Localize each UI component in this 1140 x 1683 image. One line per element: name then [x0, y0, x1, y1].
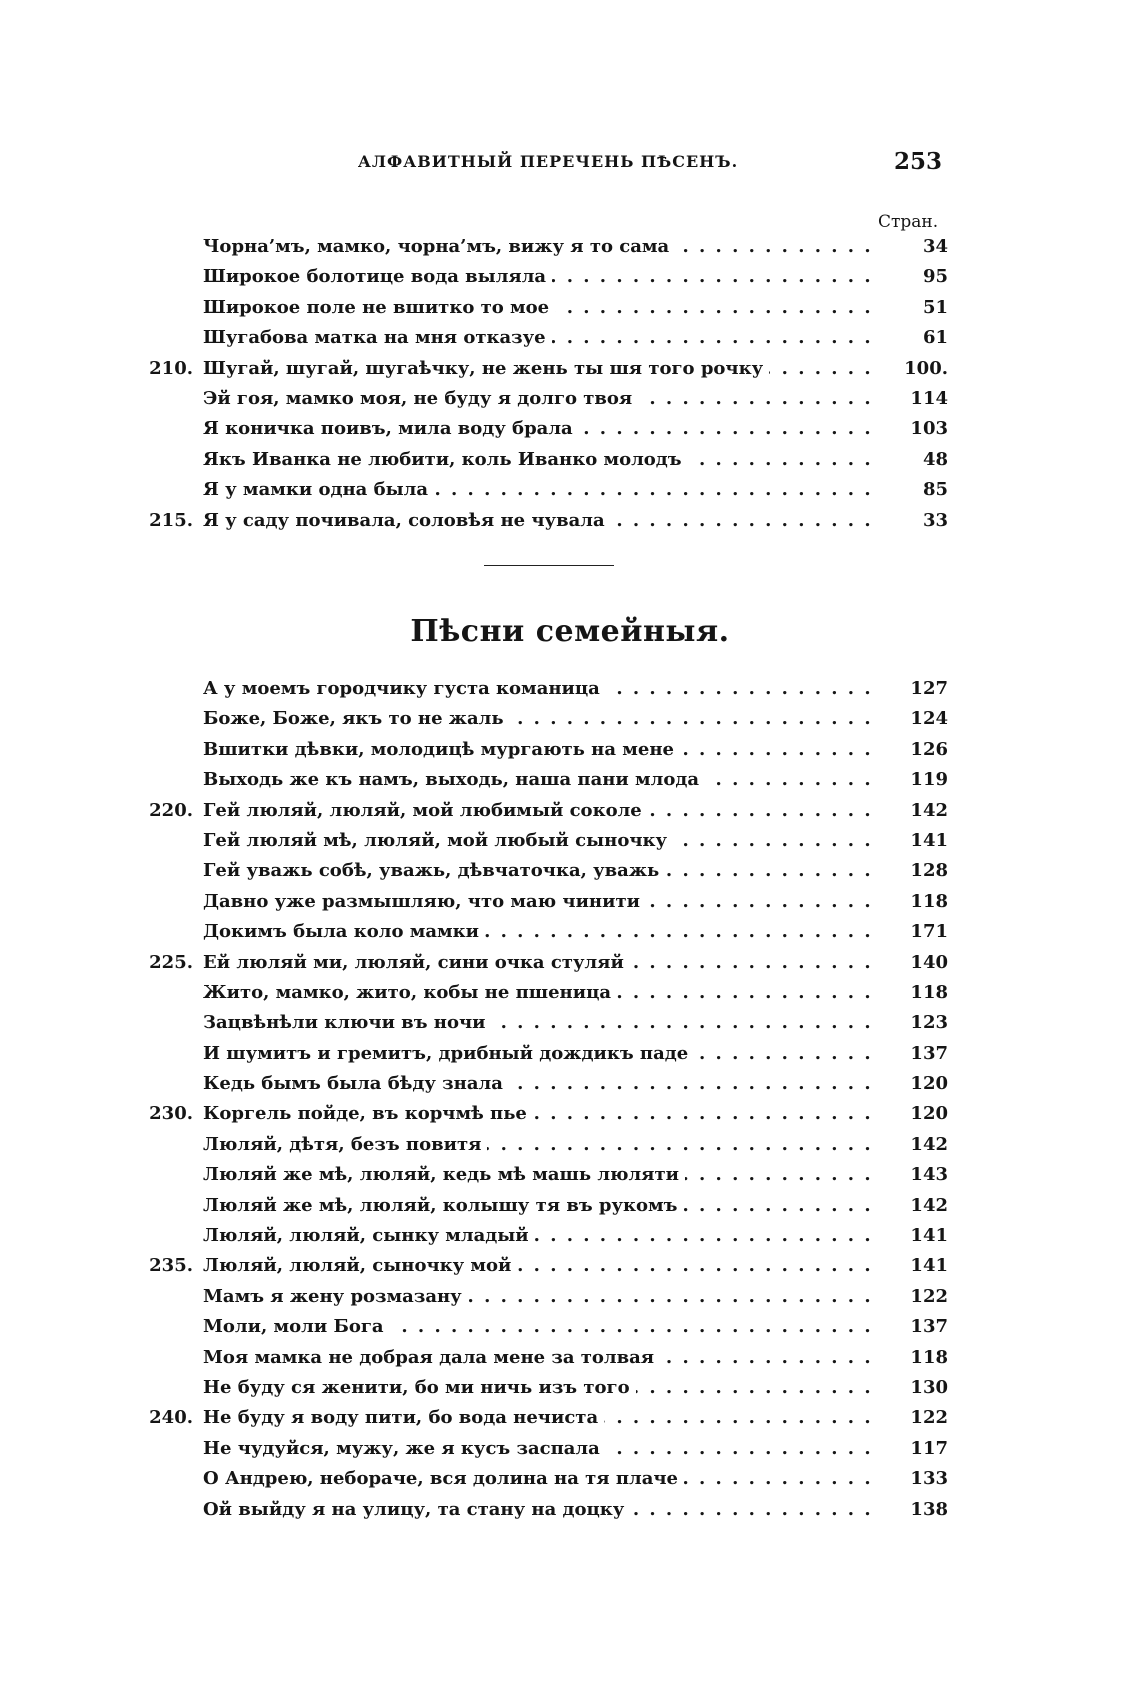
entry-page: 34 [922, 236, 948, 257]
entry-page: 127 [910, 678, 948, 699]
entry-title-leader [203, 948, 880, 978]
list-item [143, 414, 950, 444]
entry-title: Коргель пойде, въ корчмѣ пье [203, 1103, 533, 1124]
list-item [143, 1434, 950, 1464]
entry-page: 122 [910, 1285, 948, 1307]
entry-page: 140 [910, 951, 948, 973]
entry-page: 137 [910, 1316, 948, 1338]
entry-title-leader [203, 445, 880, 475]
entry-page: 141 [910, 829, 948, 851]
page-header [150, 148, 946, 178]
entry-number: 210. [149, 357, 193, 379]
list-item [143, 796, 950, 826]
list-item [143, 978, 950, 1008]
entry-title: Кедь бымъ была бѣду знала [203, 1073, 509, 1094]
entry-page: 48 [922, 448, 948, 470]
entry-title: Моли, моли Бога [203, 1316, 390, 1337]
entry-title: Мамъ я жену розмазану [203, 1286, 468, 1307]
entry-title-leader [203, 1343, 880, 1373]
entry-title: Я у мамки одна была [203, 479, 434, 500]
entry-page: 114 [910, 387, 948, 409]
entry-title-leader [203, 1403, 880, 1433]
entry-page: 119 [910, 769, 948, 791]
entry-title-leader [203, 1099, 880, 1129]
entry-page: 126 [910, 738, 948, 760]
entry-page: 95 [922, 266, 948, 288]
running-title: АЛФАВИТНЫЙ ПЕРЕЧЕНЬ ПѢСЕНЪ. [357, 152, 739, 171]
page-number: 253 [893, 148, 942, 175]
list-item [143, 704, 950, 734]
list-item [143, 1039, 950, 1069]
list-item [143, 506, 950, 536]
entry-page: 117 [910, 1437, 948, 1459]
entry-number: 220. [149, 799, 193, 821]
entry-title-leader [203, 262, 880, 292]
entry-title-leader [203, 1221, 880, 1251]
list-item [143, 765, 950, 795]
entry-page: 51 [922, 296, 948, 318]
entry-title: О Андрею, небораче, вся долина на тя плаче [203, 1468, 684, 1489]
entry-page: 143 [910, 1164, 948, 1186]
entry-title-leader [203, 323, 880, 353]
entry-page: 142 [910, 1133, 948, 1155]
entry-title-leader [203, 1312, 880, 1342]
entry-page: 118 [910, 1346, 948, 1368]
entry-title: Выходь же къ намъ, выходь, наша пани млода [203, 769, 705, 790]
entry-title: Не буду я воду пити, бо вода нечиста [203, 1407, 604, 1428]
entry-title-leader [203, 1464, 880, 1494]
section-divider [484, 565, 614, 566]
entry-title-leader [203, 1373, 880, 1403]
entry-title-leader [203, 1251, 880, 1281]
entry-title-leader [203, 232, 880, 262]
entry-page: 118 [910, 981, 948, 1003]
entry-title: Якъ Иванка не любити, коль Иванко молодъ [203, 449, 688, 470]
entry-title: А у моемъ городчику густа команица [203, 678, 606, 699]
entry-title-leader [203, 1191, 880, 1221]
entry-title: Давно уже размышляю, что маю чинити [203, 891, 646, 912]
entry-title-leader [203, 354, 880, 384]
entry-page: 142 [910, 799, 948, 821]
entry-title-leader [203, 1130, 880, 1160]
entry-title-leader [203, 978, 880, 1008]
entry-title: Жито, мамко, жито, кобы не пшеница [203, 982, 617, 1003]
entry-number: 230. [149, 1103, 193, 1125]
entry-number: 240. [149, 1407, 193, 1429]
list-item [143, 1069, 950, 1099]
entry-title: Шугай, шугай, шугаѣчку, не жень ты шя того рочку [203, 358, 769, 379]
entry-page: 138 [910, 1498, 948, 1520]
entry-title-leader [203, 414, 880, 444]
entry-page: 142 [910, 1194, 948, 1216]
entry-title-leader [203, 856, 880, 886]
list-item [143, 1464, 950, 1494]
list-item [143, 948, 950, 978]
list-item [143, 1373, 950, 1403]
entry-title: Вшитки дѣвки, молодицѣ мургають на мене [203, 739, 680, 760]
entry-page: 124 [910, 708, 948, 730]
entry-title: Докимъ была коло мамки [203, 921, 485, 942]
list-item [143, 1191, 950, 1221]
list-item [143, 1282, 950, 1312]
entry-page: 137 [910, 1042, 948, 1064]
list-item [143, 293, 950, 323]
entry-title-leader [203, 674, 880, 704]
entry-title: Гей уважь собѣ, уважь, дѣвчаточка, уважь [203, 860, 665, 881]
list-item [143, 1495, 950, 1525]
entry-number: 215. [149, 509, 193, 531]
list-item [143, 323, 950, 353]
list-item [143, 826, 950, 856]
list-item [143, 917, 950, 947]
entry-title: Я у саду почивала, соловѣя не чувала [203, 510, 611, 531]
list-item [143, 887, 950, 917]
entry-title-leader [203, 1039, 880, 1069]
entry-title: Моя мамка не добрая дала мене за толвая [203, 1347, 660, 1368]
entry-page: 85 [922, 479, 948, 501]
entry-number: 235. [149, 1255, 193, 1277]
entry-title: Боже, Боже, якъ то не жаль [203, 708, 510, 729]
entry-title: Люляй, дѣтя, безъ повитя [203, 1134, 487, 1155]
entry-title-leader [203, 917, 880, 947]
list-item [143, 1130, 950, 1160]
entry-title: Зацвѣнѣли ключи въ ночи [203, 1012, 491, 1033]
entry-title-leader [203, 735, 880, 765]
list-item [143, 262, 950, 292]
song-list-continued [143, 232, 950, 536]
entry-title: Эй гоя, мамко моя, не буду я долго твоя [203, 388, 638, 409]
entry-page: 103 [910, 418, 948, 440]
entry-page: 141 [910, 1225, 948, 1247]
entry-title: Ей люляй ми, люляй, сини очка стуляй [203, 952, 630, 973]
entry-title: Я коничка поивъ, мила воду брала [203, 418, 579, 439]
entry-page: 133 [910, 1468, 948, 1490]
entry-title-leader [203, 826, 880, 856]
list-item [143, 1251, 950, 1281]
list-item [143, 384, 950, 414]
list-item [143, 856, 950, 886]
entry-page: 128 [910, 860, 948, 882]
page-column-label: Стран. [878, 212, 939, 232]
entry-title: Люляй, люляй, сынку младый [203, 1225, 535, 1246]
entry-page: 100. [904, 357, 948, 379]
list-item [143, 475, 950, 505]
entry-title-leader [203, 293, 880, 323]
entry-title: Не буду ся женити, бо ми ничь изъ того [203, 1377, 636, 1398]
entry-title-leader [203, 1160, 880, 1190]
entry-page: 141 [910, 1255, 948, 1277]
entry-title: Не чудуйся, мужу, же я кусъ заспала [203, 1438, 606, 1459]
entry-title: Люляй же мѣ, люляй, колышу тя въ рукомъ [203, 1195, 683, 1216]
list-item [143, 735, 950, 765]
entry-title-leader [203, 1069, 880, 1099]
entry-page: 171 [910, 921, 948, 943]
entry-title: Шугабова матка на мня отказуе [203, 327, 552, 348]
entry-page: 123 [910, 1012, 948, 1034]
entry-title-leader [203, 475, 880, 505]
entry-page: 120 [910, 1073, 948, 1095]
entry-title-leader [203, 384, 880, 414]
list-item [143, 1403, 950, 1433]
list-item [143, 1343, 950, 1373]
entry-page: 130 [910, 1376, 948, 1398]
list-item [143, 1221, 950, 1251]
entry-title-leader [203, 796, 880, 826]
entry-title-leader [203, 1495, 880, 1525]
entry-title: Ой выйду я на улицу, та стану на доцку [203, 1499, 630, 1520]
entry-page: 61 [922, 327, 948, 349]
entry-title: Люляй, люляй, сыночку мой [203, 1255, 517, 1276]
entry-title-leader [203, 1008, 880, 1038]
entry-title: Гей люляй мѣ, люляй, мой любый сыночку [203, 830, 673, 851]
entry-title: И шумитъ и гремитъ, дрибный дождикъ паде [203, 1043, 694, 1064]
list-item [143, 1160, 950, 1190]
entry-title-leader [203, 506, 880, 536]
entry-title-leader [203, 1282, 880, 1312]
entry-title: Широкое поле не вшитко то мое [203, 297, 555, 318]
list-item [143, 1099, 950, 1129]
entry-title-leader [203, 887, 880, 917]
entry-page: 33 [922, 509, 948, 531]
song-list-family [143, 674, 950, 1525]
entry-title: Широкое болотице вода выляла [203, 266, 552, 287]
list-item [143, 354, 950, 384]
entry-title: Чорна’мъ, мамко, чорна’мъ, вижу я то сама [203, 236, 675, 257]
section-heading: Пѣсни семейныя. [410, 614, 730, 649]
list-item [143, 232, 950, 262]
entry-title-leader [203, 765, 880, 795]
entry-page: 118 [910, 890, 948, 912]
entry-title: Люляй же мѣ, люляй, кедь мѣ машь люляти [203, 1164, 685, 1185]
list-item [143, 445, 950, 475]
entry-title-leader [203, 704, 880, 734]
entry-page: 122 [910, 1407, 948, 1429]
list-item [143, 674, 950, 704]
entry-title-leader [203, 1434, 880, 1464]
list-item [143, 1008, 950, 1038]
list-item [143, 1312, 950, 1342]
entry-number: 225. [149, 951, 193, 973]
entry-page: 120 [910, 1103, 948, 1125]
entry-title: Гей люляй, люляй, мой любимый соколе [203, 800, 648, 821]
